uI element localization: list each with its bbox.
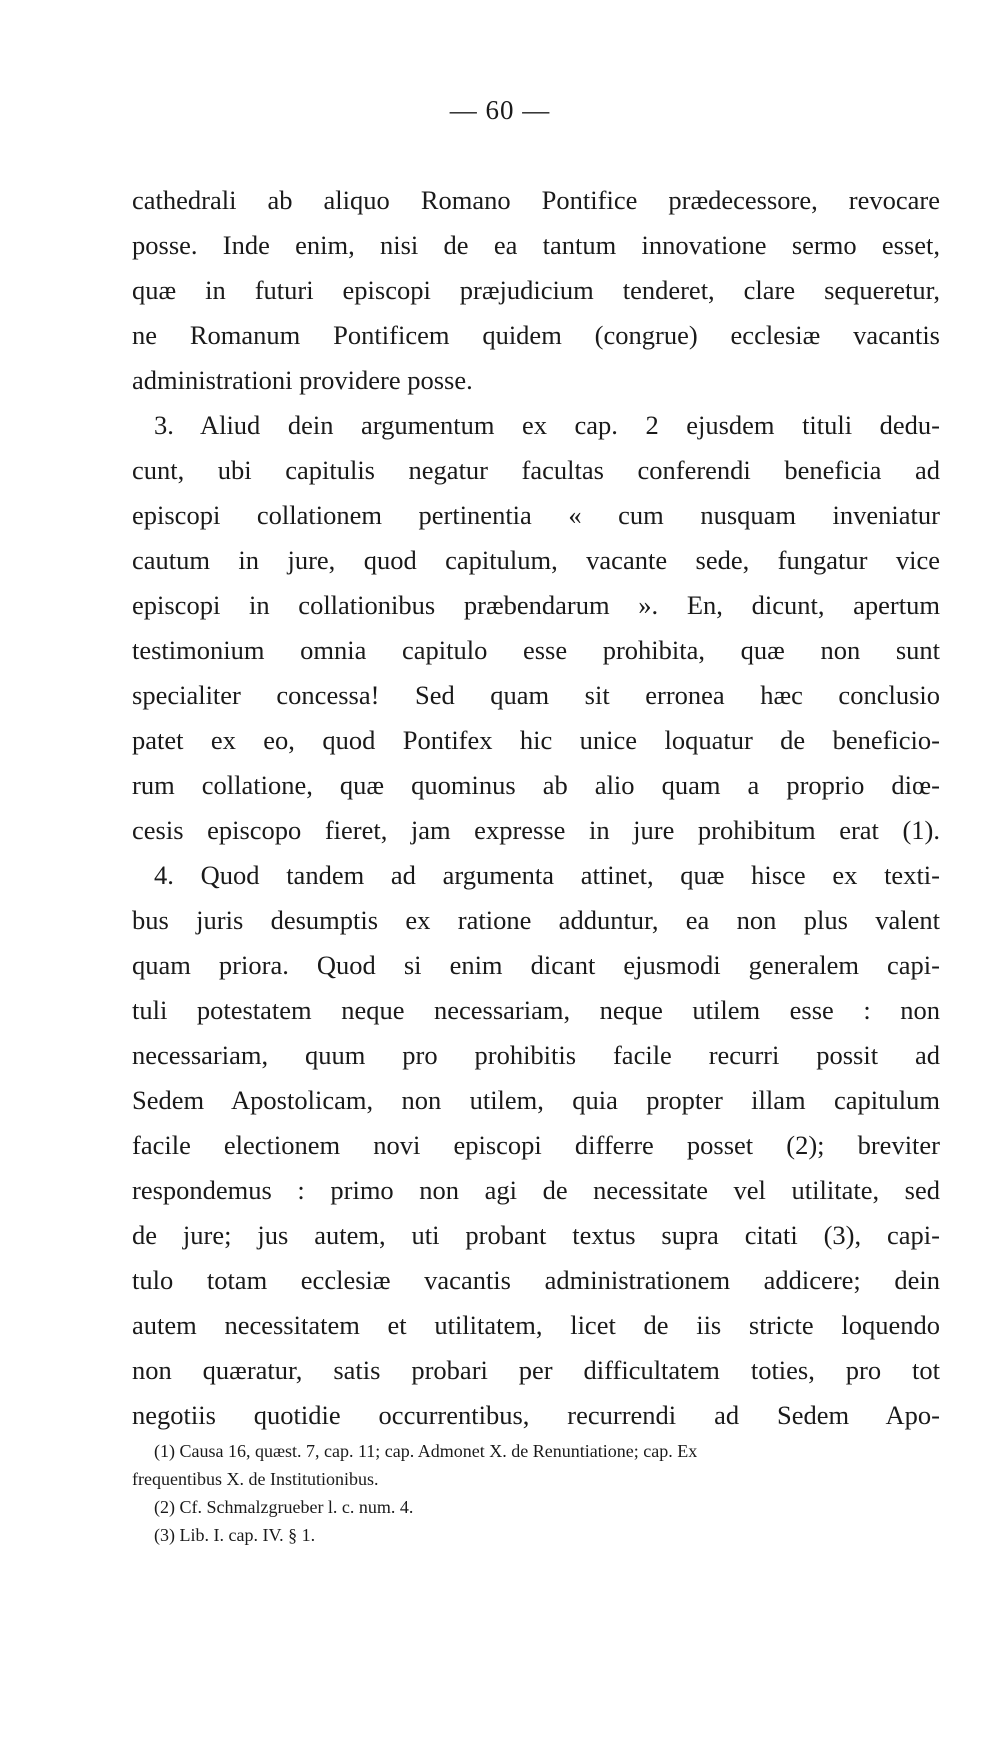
text-line: cathedrali ab aliquo Romano Pontifice prædecessore, revocare <box>132 185 940 215</box>
text-line: posse. Inde enim, nisi de ea tantum innovatione sermo esset, <box>132 230 940 260</box>
text-line: necessariam, quum pro prohibitis facile recurri possit ad <box>132 1040 940 1070</box>
text-line: facile electionem novi episcopi differre posset (2); breviter <box>132 1130 940 1160</box>
text-line: tuli potestatem neque necessariam, neque utilem esse : non <box>132 995 940 1025</box>
text-line: tulo totam ecclesiæ vacantis administrationem addicere; dein <box>132 1265 940 1295</box>
text-line: administrationi providere posse. <box>132 365 473 395</box>
paragraph-4-start: 4. Quod tandem ad argumenta attinet, quæ hisce ex texti- <box>154 860 940 890</box>
text-line: autem necessitatem et utilitatem, licet de iis stricte loquendo <box>132 1310 940 1340</box>
text-line: episcopi collationem pertinentia « cum nusquam inveniatur <box>132 500 940 530</box>
text-line: cautum in jure, quod capitulum, vacante sede, fungatur vice <box>132 545 940 575</box>
footnotes <box>132 1437 940 1549</box>
footnote-1: (1) Causa 16, quæst. 7, cap. 11; cap. Admonet X. de Renuntiatione; cap. Ex <box>154 1441 698 1461</box>
paragraph-3-start: 3. Aliud dein argumentum ex cap. 2 ejusdem tituli dedu- <box>154 410 940 440</box>
text-line: testimonium omnia capitulo esse prohibita, quæ non sunt <box>132 635 940 665</box>
text-line: ne Romanum Pontificem quidem (congrue) ecclesiæ vacantis <box>132 320 940 350</box>
text-line: episcopi in collationibus præbendarum ». En, dicunt, apertum <box>132 590 940 620</box>
footnote-1-continued: frequentibus X. de Institutionibus. <box>132 1469 379 1489</box>
footnote-2: (2) Cf. Schmalzgrueber l. c. num. 4. <box>154 1497 414 1517</box>
text-line: negotiis quotidie occurrentibus, recurrendi ad Sedem Apo- <box>132 1400 940 1430</box>
text-line: patet ex eo, quod Pontifex hic unice loquatur de beneficio- <box>132 725 940 755</box>
text-line: cunt, ubi capitulis negatur facultas conferendi beneficia ad <box>132 455 940 485</box>
text-line: specialiter concessa! Sed quam sit erronea hæc conclusio <box>132 680 940 710</box>
body-text <box>132 178 940 1438</box>
page-number: — 60 — <box>449 95 551 125</box>
text-line: Sedem Apostolicam, non utilem, quia propter illam capitulum <box>132 1085 940 1115</box>
text-line: quæ in futuri episcopi præjudicium tenderet, clare sequeretur, <box>132 275 940 305</box>
text-line: non quæratur, satis probari per difficultatem toties, pro tot <box>132 1355 940 1385</box>
text-line: rum collatione, quæ quominus ab alio quam a proprio diœ- <box>132 770 940 800</box>
text-line: de jure; jus autem, uti probant textus supra citati (3), capi- <box>132 1220 940 1250</box>
text-line: quam priora. Quod si enim dicant ejusmodi generalem capi- <box>132 950 940 980</box>
text-line: bus juris desumptis ex ratione adduntur, ea non plus valent <box>132 905 940 935</box>
footnote-3: (3) Lib. I. cap. IV. § 1. <box>154 1525 316 1545</box>
text-line: cesis episcopo fieret, jam expresse in jure prohibitum erat (1). <box>132 815 940 845</box>
text-line: respondemus : primo non agi de necessitate vel utilitate, sed <box>132 1175 940 1205</box>
